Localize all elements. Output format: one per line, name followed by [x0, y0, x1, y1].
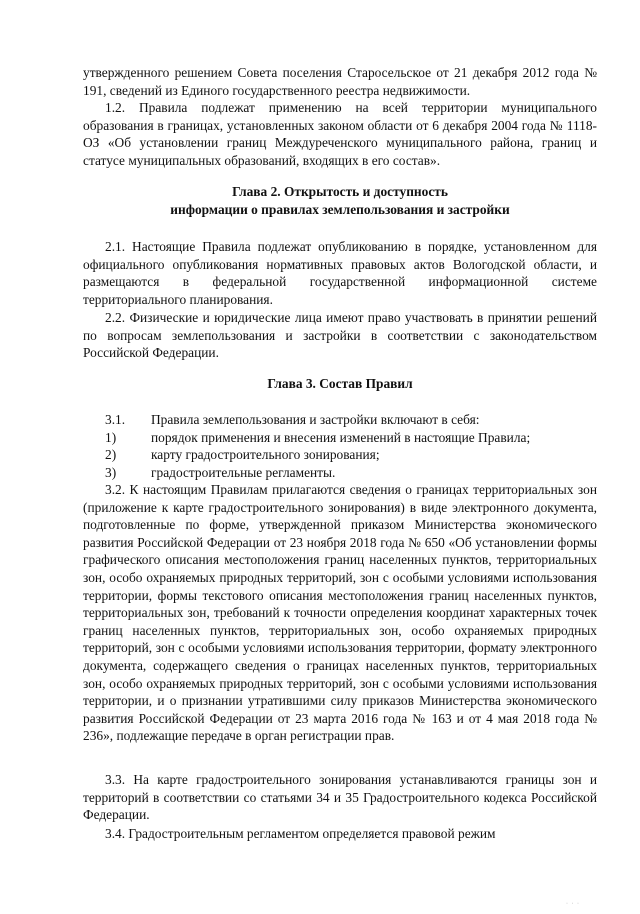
- paragraph-2-1: 2.1. Настоящие Правила подлежат опубликованию в порядке, установленном для официального опубликования нормативных правовых актов Вологодской области, и размещаются в федеральной государственной информационной системе территориального планирования.: [83, 239, 597, 307]
- paragraph-2-2: 2.2. Физические и юридические лица имеют право участвовать в принятии решений по вопросам землепользования и застройки в соответствии с законодательством Российской Федерации.: [83, 310, 597, 361]
- chapter-2-heading-line-1: Глава 2. Открытость и доступность: [232, 184, 448, 199]
- paragraph-number: 3.1.: [105, 412, 126, 427]
- list-item-number: 2): [105, 447, 117, 463]
- list-item-number: 3): [105, 464, 117, 480]
- paragraph-3-2: 3.2. К настоящим Правилам прилагаются сведения о границах территориальных зон (приложение к карте градостроительного зонирования) в виде электронного документа, подготовленные по форме, утвержденной приказом Министерства экономического развития Российской Федерации от 23 ноября 2018 года № 650 «Об установлении формы графического описания местоположения границ населенных пунктов, территориальных зон, особо охраняемых природных территорий, зон с особыми условиями использования территории, формы текстового описания местоположения границ населенных пунктов, территориальных зон, требований к точности определения координат характерных точек границ населенных пунктов, территориальных зон, особо охраняемых природных территорий, зон с особыми условиями использования территории, формату электронного документа, содержащего сведения о границах населенных пунктов, территориальных зон, особо охраняемых природных территорий, зон с особыми условиями использования территории, и о признании утратившими силу приказов Министерства экономического развития Российской Федерации от 23 марта 2016 года № 163 и от 4 мая 2018 года № 236», подлежащие передаче в орган регистрации прав.: [83, 482, 597, 744]
- chapter-2-heading: [83, 183, 597, 218]
- list-item: [83, 446, 597, 464]
- list-item-text: порядок применения и внесения изменений в настоящие Правила;: [151, 429, 531, 445]
- paragraph-continuation: утвержденного решением Совета поселения Старосельское от 21 декабря 2012 года № 191, сведений из Единого государственного реестра недвижимости.: [83, 65, 597, 98]
- list-3-1: [83, 411, 597, 481]
- list-item-text: градостроительные регламенты.: [151, 464, 336, 480]
- list-item-number: 1): [105, 429, 117, 445]
- paragraph-text: Правила землепользования и застройки включают в себя:: [151, 412, 480, 427]
- list-item-text: карту градостроительного зонирования;: [151, 447, 380, 463]
- chapter-2-heading-line-2: информации о правилах землепользования и застройки: [170, 201, 510, 217]
- list-item: [83, 464, 597, 482]
- chapter-3-heading: Глава 3. Состав Правил: [267, 376, 413, 391]
- paragraph-3-1: [83, 411, 597, 429]
- scan-artifact: · · ·: [566, 901, 580, 907]
- paragraph-3-3: 3.3. На карте градостроительного зонирования устанавливаются границы зон и территорий в соответствии со статьями 34 и 35 Градостроительного кодекса Российской Федерации.: [83, 772, 597, 823]
- list-item: [83, 429, 597, 447]
- paragraph-3-4: 3.4. Градостроительным регламентом определяется правовой режим: [105, 826, 496, 841]
- paragraph-1-2: 1.2. Правила подлежат применению на всей территории муниципального образования в границах, установленных законом области от 6 декабря 2004 года № 1118-ОЗ «Об установлении границ Междуреченского муниципального района, границ и статусе муниципальных образований, входящих в его состав».: [83, 100, 597, 168]
